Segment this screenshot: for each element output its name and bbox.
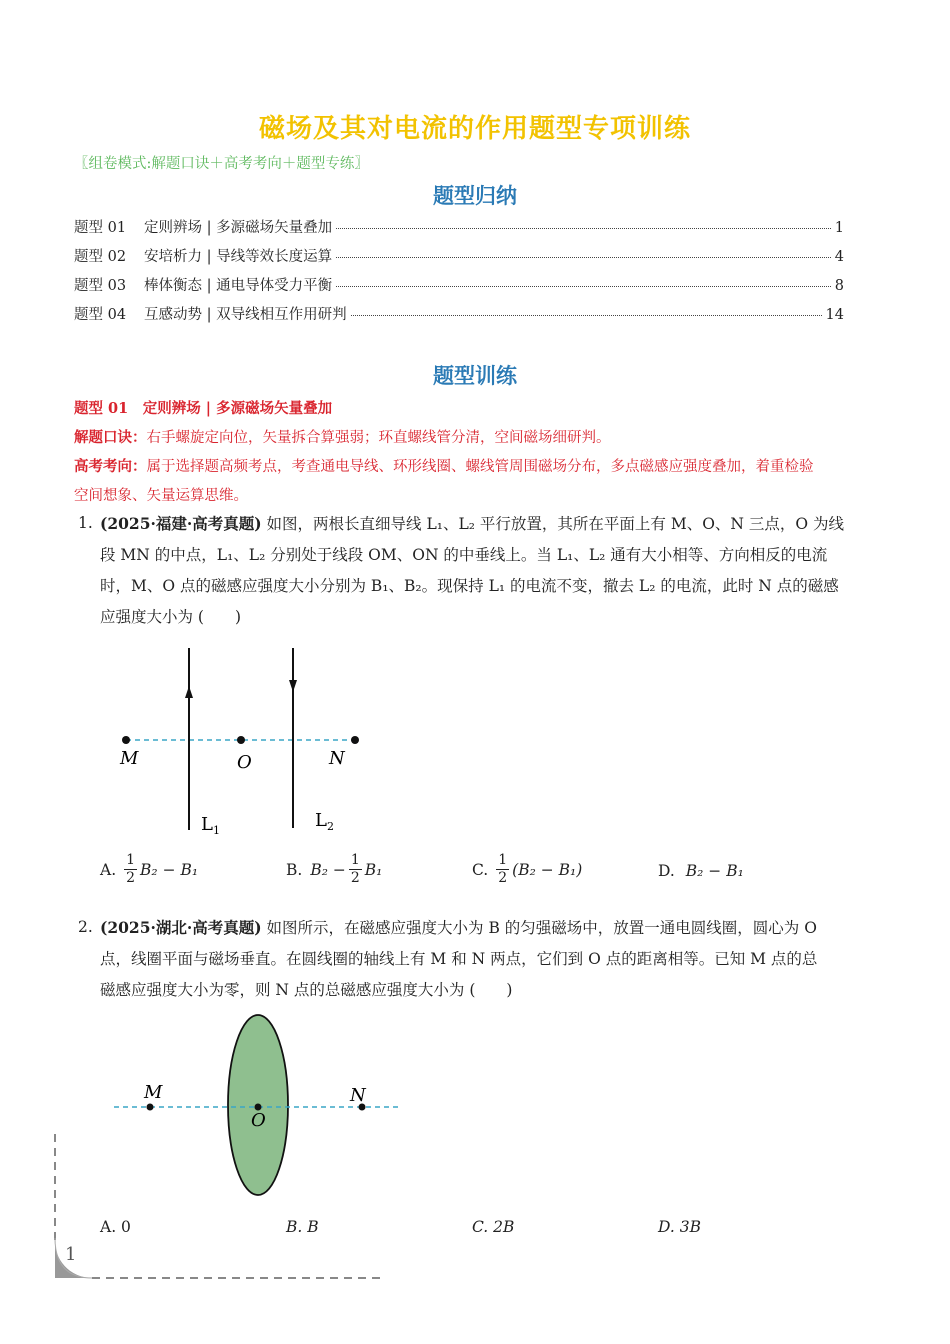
label-o: O xyxy=(237,752,252,773)
toc-num: 题型 04 xyxy=(74,307,127,323)
training-heading: 题型训练 xyxy=(433,364,517,388)
q1-option-b[interactable] xyxy=(286,852,382,887)
label-n: N xyxy=(329,748,345,769)
label-m: M xyxy=(120,748,139,769)
koujue-text: 右手螺旋定向位，矢量拆合算强弱；环直螺线管分清，空间磁场细研判。 xyxy=(146,430,611,446)
question-2 xyxy=(74,912,880,1006)
option-label: C. xyxy=(472,860,489,879)
toc-leader xyxy=(336,228,831,229)
toc-leader xyxy=(351,315,822,316)
q2-line2: 点，线圈平面与磁场垂直。在圆线圈的轴线上有 M 和 N 两点，它们到 O 点的距离相等。已知 M 点的总 xyxy=(100,950,818,968)
q2-line1: 如图所示，在磁感应强度大小为 B 的匀强磁场中，放置一通电圆线圈，圆心为 O xyxy=(266,919,817,937)
point-o xyxy=(237,736,245,744)
q1-line1: 如图，两根长直细导线 L₁、L₂ 平行放置，其所在平面上有 M、O、N 三点，O 为线 xyxy=(266,515,845,533)
toc-page: 14 xyxy=(825,307,844,323)
subtitle: 〖组卷模式:解题口诀＋高考考向＋题型专练〗 xyxy=(74,156,369,172)
q1-line2: 段 MN 的中点，L₁、L₂ 分别处于线段 OM、ON 的中垂线上。当 L₁、L₂ 通有大小相等、方向相反的电流 xyxy=(100,546,828,564)
label-n: N xyxy=(350,1085,366,1106)
toc-leader xyxy=(336,286,831,287)
q2-option-c[interactable]: C. 2B xyxy=(472,1218,515,1236)
q1-line4: 应强度大小为 ( ) xyxy=(100,608,242,626)
toc-name: 安培析力 | 导线等效长度运算 xyxy=(144,249,333,265)
option-text: B₂ − B₁ xyxy=(140,860,199,879)
toc-name: 定则辨场 | 多源磁场矢量叠加 xyxy=(144,220,333,236)
question-number: 1. xyxy=(78,514,93,532)
kaoxiang-line1: 属于选择题高频考点，考查通电导线、环形线圈、螺线管周围磁场分布，多点磁感应强度叠加，着重检验 xyxy=(146,459,814,475)
toc-item-4[interactable] xyxy=(74,303,844,324)
point-m xyxy=(122,736,130,744)
toc-leader xyxy=(336,257,831,258)
option-text: B₂ − B₁ xyxy=(685,862,744,880)
q1-line3: 时，M、O 点的磁感应强度大小分别为 B₁、B₂。现保持 L₁ 的电流不变，撤去 L₂ 的电流，此时 N 点的磁感 xyxy=(100,577,839,595)
q2-option-a[interactable]: A. 0 xyxy=(100,1218,131,1236)
kaoxiang-label: 高考考向： xyxy=(74,458,147,475)
fraction: 1 2 xyxy=(126,852,136,886)
label-l2: $L_2$ xyxy=(315,810,334,833)
option-text: B₂ − xyxy=(310,860,346,879)
q1-figure xyxy=(100,640,400,840)
arrow-up-icon xyxy=(185,686,193,698)
q2-line3: 磁感应强度大小为零，则 N 点的总磁感应强度大小为 ( ) xyxy=(100,981,513,999)
arrow-down-icon xyxy=(289,680,297,692)
question-source: (2025·湖北·高考真题) xyxy=(100,918,262,937)
q1-option-d[interactable] xyxy=(658,862,744,880)
page-title: 磁场及其对电流的作用题型专项训练 xyxy=(258,114,691,144)
toc-num: 题型 03 xyxy=(74,278,127,294)
toc-num: 题型 01 xyxy=(74,220,127,236)
toc-page: 1 xyxy=(834,220,844,236)
question-number: 2. xyxy=(78,918,93,936)
toc-item-1[interactable] xyxy=(74,216,844,237)
question-1 xyxy=(74,508,880,633)
q1-option-c[interactable] xyxy=(472,852,582,887)
question-source: (2025·福建·高考真题) xyxy=(100,514,262,533)
toc-item-2[interactable] xyxy=(74,245,844,266)
koujue xyxy=(74,423,884,453)
page-corner-decoration xyxy=(50,1130,390,1290)
label-m: M xyxy=(144,1082,163,1103)
q2-option-b[interactable]: B. B xyxy=(286,1218,319,1236)
fraction: 1 2 xyxy=(498,852,508,886)
type01-heading: 题型 01 定则辨场 | 多源磁场矢量叠加 xyxy=(74,400,333,417)
toc-num: 题型 02 xyxy=(74,249,127,265)
toc-name: 棒体衡态 | 通电导体受力平衡 xyxy=(144,278,333,294)
toc-heading: 题型归纳 xyxy=(433,184,517,208)
q2-option-d[interactable]: D. 3B xyxy=(658,1218,701,1236)
koujue-label: 解题口诀： xyxy=(74,429,147,446)
toc-page: 4 xyxy=(834,249,844,265)
point-n xyxy=(351,736,359,744)
toc-page: 8 xyxy=(834,278,844,294)
fraction: $\frac{1}{2}$ xyxy=(350,852,360,886)
option-text: B₁ xyxy=(364,860,383,879)
option-label: A. xyxy=(100,860,117,879)
option-label: D. xyxy=(658,862,675,880)
toc-item-3[interactable] xyxy=(74,274,844,295)
kaoxiang xyxy=(74,452,884,511)
page-number: 1 xyxy=(65,1244,77,1265)
option-label: B. xyxy=(286,860,303,879)
kaoxiang-line2: 空间想象、矢量运算思维。 xyxy=(74,488,248,504)
point-m xyxy=(147,1104,154,1111)
label-l1: $L_1$ xyxy=(201,814,220,837)
option-text: (B₂ − B₁) xyxy=(512,860,583,879)
label-o: O xyxy=(251,1110,266,1131)
toc-name: 互感动势 | 双导线相互作用研判 xyxy=(144,307,347,323)
q1-option-a[interactable] xyxy=(100,852,198,887)
